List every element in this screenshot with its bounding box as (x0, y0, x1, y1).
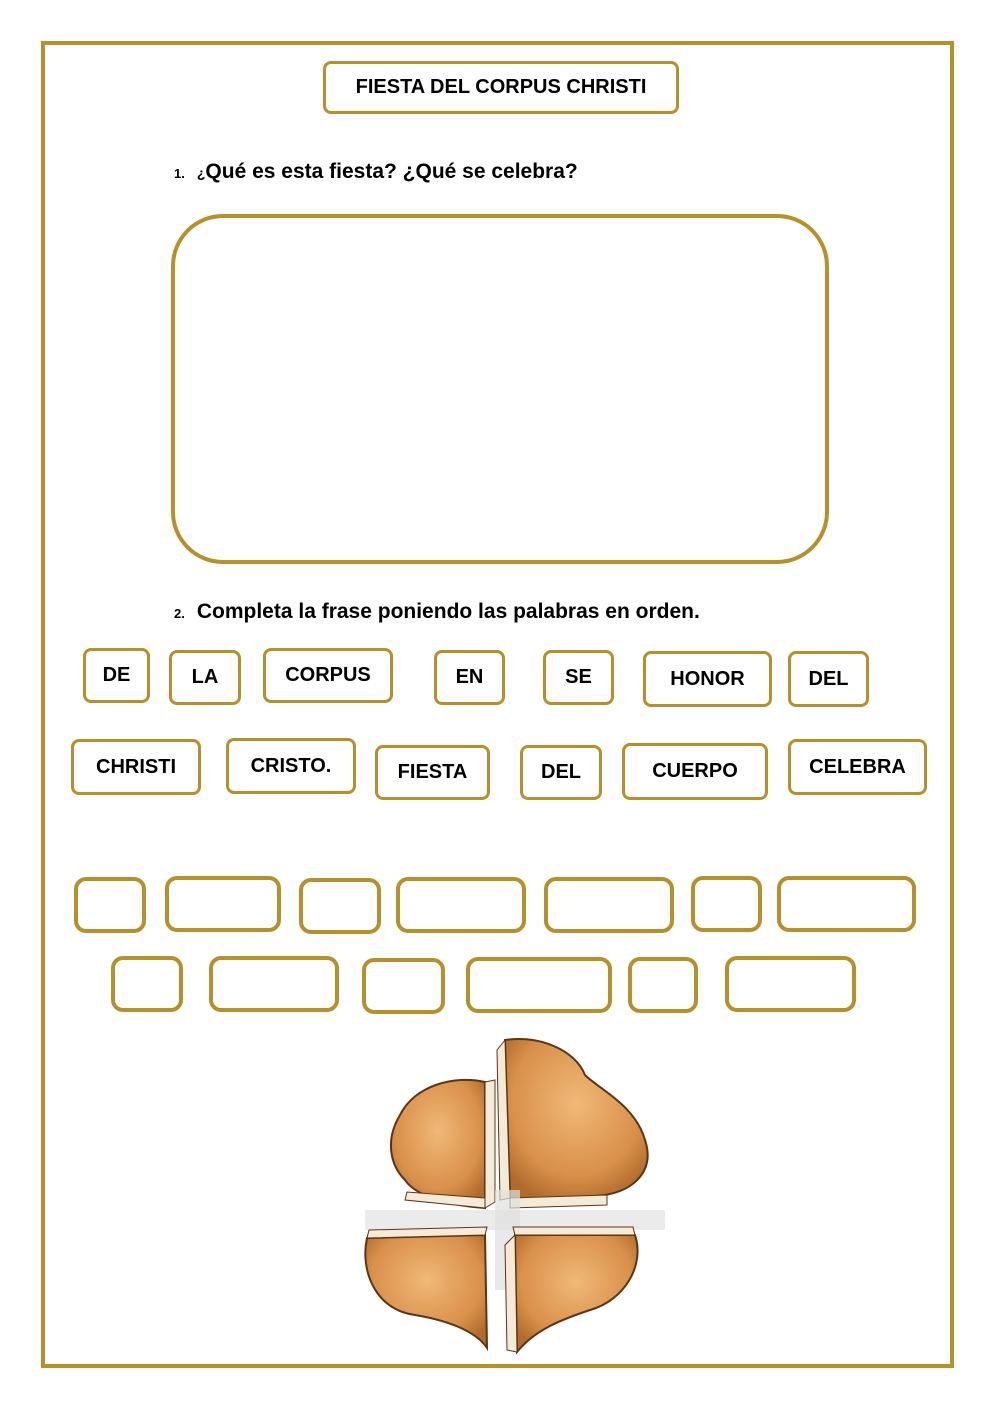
question-2-text: Completa la frase poniendo las palabras en orden. (196, 600, 700, 623)
page-title (323, 61, 679, 114)
answer-slot[interactable] (466, 957, 612, 1013)
word-tile-label: CELEBRA (809, 755, 906, 778)
question-2-number: 2. (174, 606, 185, 621)
answer-box-question-1[interactable] (171, 214, 829, 564)
word-tile[interactable] (788, 651, 869, 707)
word-tile-label: DEL (808, 667, 849, 690)
word-tile[interactable] (520, 745, 602, 800)
question-1 (174, 160, 578, 184)
word-tile-label: SE (565, 666, 592, 688)
word-tile-label: LA (191, 666, 219, 688)
word-tile[interactable] (83, 648, 150, 703)
word-tile[interactable] (263, 648, 393, 703)
word-tile[interactable] (226, 738, 356, 794)
question-2 (174, 600, 700, 624)
answer-slot[interactable] (74, 877, 146, 933)
answer-slot[interactable] (691, 876, 762, 932)
answer-slot[interactable] (396, 877, 526, 933)
answer-slot[interactable] (628, 957, 698, 1013)
word-tile[interactable] (71, 739, 201, 795)
answer-slot[interactable] (725, 956, 856, 1012)
word-tile-label: EN (455, 666, 484, 688)
word-tile-label: FIESTA (397, 761, 468, 783)
page-title-text: FIESTA DEL CORPUS CHRISTI (355, 76, 647, 98)
word-tile[interactable] (169, 650, 241, 705)
word-tile[interactable] (643, 651, 772, 707)
answer-slot[interactable] (544, 877, 674, 933)
bread-cross-icon (345, 1030, 685, 1360)
answer-slot[interactable] (777, 876, 916, 932)
word-tile[interactable] (434, 650, 505, 705)
answer-slot[interactable] (299, 878, 381, 934)
word-tile-label: DEL (541, 761, 581, 783)
word-tile[interactable] (788, 739, 927, 795)
word-tile-label: CHRISTI (96, 755, 176, 778)
answer-slot[interactable] (165, 876, 281, 932)
answer-slot[interactable] (111, 956, 183, 1012)
answer-slot[interactable] (209, 956, 339, 1012)
word-tile-label: CORPUS (285, 664, 371, 686)
word-tile[interactable] (622, 743, 768, 800)
word-tile-label: DE (102, 664, 131, 686)
word-tile-label: CRISTO. (250, 754, 332, 777)
question-1-number: 1. (174, 166, 185, 181)
word-tile[interactable] (543, 650, 614, 705)
word-tile-label: HONOR (670, 667, 745, 690)
word-tile[interactable] (375, 745, 490, 800)
question-1-inverted-mark: ¿ (196, 165, 206, 181)
word-tile-label: CUERPO (652, 760, 738, 782)
answer-slot[interactable] (362, 958, 445, 1014)
question-1-text: Qué es esta fiesta? ¿Qué se celebra? (205, 160, 578, 183)
